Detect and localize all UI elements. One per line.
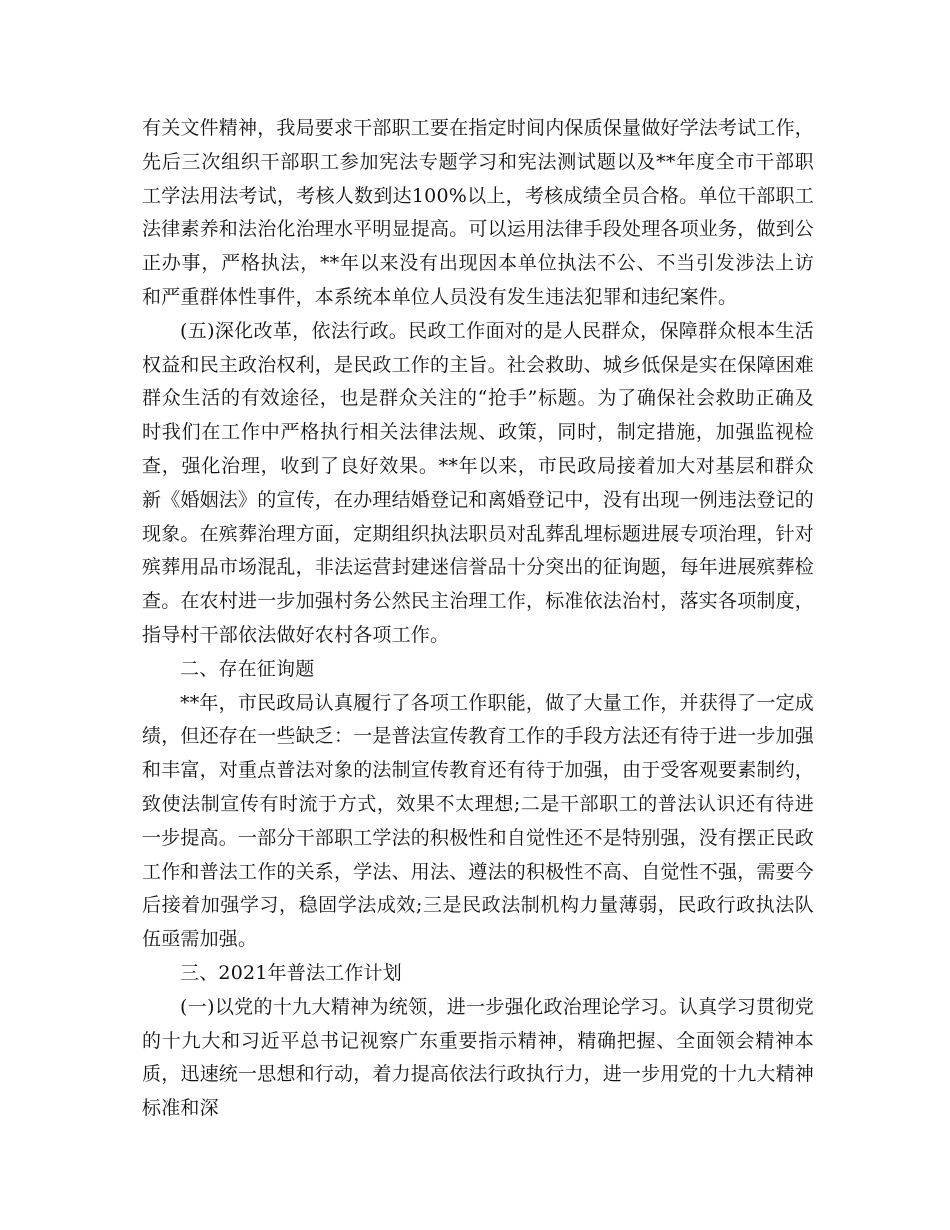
body-paragraph-continuation: 有关文件精神，我局要求干部职工要在指定时间内保质保量做好学法考试工作，先后三次组织干部职工参加宪法专题学习和宪法测试题以及**年度全市干部职工学法用法考试，考核人数到达100%以上，考核成绩全员合格。单位干部职工法律素养和法治化治理水平明显提高。可以运用法律手段处理各项业务，做到公正办事，严格执法，**年以来没有出现因本单位执法不公、不当引发涉法上访和严重群体性事件，本系统本单位人员没有发生违法犯罪和违纪案件。 — [142, 117, 815, 308]
section-heading-plan: 三、2021年普法工作计划 — [180, 961, 402, 984]
body-paragraph-plan-one: (一)以党的十九大精神为统领，进一步强化政治理论学习。认真学习贯彻党的十九大和习近平总书记视察广东重要指示精神，精确把握、全面领会精神本质，迅速统一思想和行动，着力提高依法行政执行力，进一步用党的十九大精神标准和深 — [142, 995, 815, 1120]
section-heading-problems: 二、存在征询题 — [180, 657, 315, 680]
document-body — [142, 112, 814, 1126]
body-paragraph-problems: **年，市民政局认真履行了各项工作职能，做了大量工作，并获得了一定成绩，但还存在一些缺乏：一是普法宣传教育工作的手段方法还有待于进一步加强和丰富，对重点普法对象的法制宣传教育还有待于加强，由于受客观要素制约，致使法制宣传有时流于方式，效果不太理想;二是干部职工的普法认识还有待进一步提高。一部分干部职工学法的积极性和自觉性还不是特别强，没有摆正民政工作和普法工作的关系，学法、用法、遵法的积极性不高、自觉性不强，需要今后接着加强学习，稳固学法成效;三是民政法制机构力量薄弱，民政行政执法队伍亟需加强。 — [142, 691, 815, 951]
body-paragraph-section-five: (五)深化改革，依法行政。民政工作面对的是人民群众，保障群众根本生活权益和民主政治权利，是民政工作的主旨。社会救助、城乡低保是实在保障困难群众生活的有效途径，也是群众关注的“抢手”标题。为了确保社会救助正确及时我们在工作中严格执行相关法律法规、政策，同时，制定措施，加强监视检查，强化治理，收到了良好效果。**年以来，市民政局接着加大对基层和群众新《婚姻法》的宣传，在办理结婚登记和离婚登记中，没有出现一例违法登记的现象。在殡葬治理方面，定期组织执法职员对乱葬乱埋标题进展专项治理，针对殡葬用品市场混乱，非法运营封建迷信誉品十分突出的征询题，每年进展殡葬检查。在农村进一步加强村务公然民主治理工作，标准依法治村，落实各项制度，指导村干部依法做好农村各项工作。 — [142, 319, 815, 646]
